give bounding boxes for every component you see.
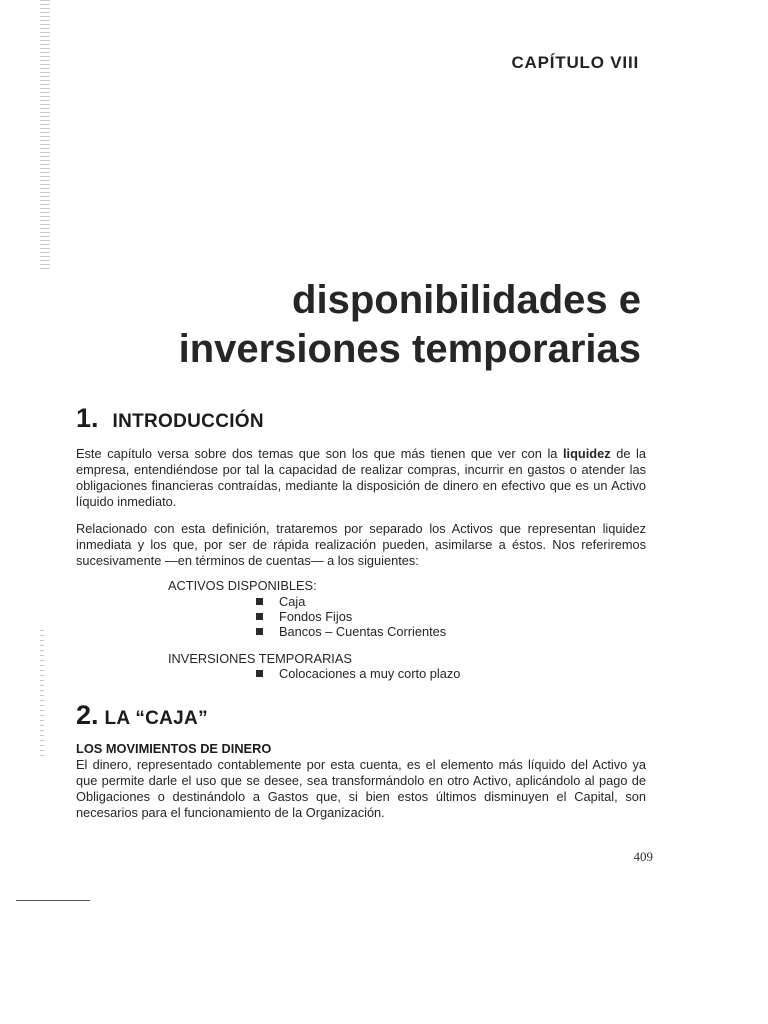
list-item [256, 624, 446, 639]
bold-term-liquidez: liquidez [562, 446, 611, 461]
list-item-text: Caja [279, 594, 306, 609]
chapter-label: CAPÍTULO VIII [511, 53, 639, 72]
list-heading-activos: ACTIVOS DISPONIBLES: [168, 578, 317, 593]
section-heading-introduccion [76, 403, 264, 434]
list-item [256, 609, 446, 624]
list-activos-disponibles [256, 594, 446, 639]
chapter-title-line-2: inversiones temporarias [178, 327, 641, 371]
chapter-title-line-1: disponibilidades e [292, 278, 641, 322]
binding-shadow [40, 0, 50, 270]
square-bullet-icon [256, 670, 263, 677]
binding-shadow-lower [40, 630, 44, 760]
paragraph-text: de la empresa, entendiéndose por tal la capacidad de realizar compras, incurrir en gastos o atender las obligaciones financieras contraídas, mediante la disposición de dinero en efectivo que es un Activo líquido inmediato. [76, 446, 646, 509]
section-title: LA “CAJA” [104, 708, 208, 729]
list-item-text: Fondos Fijos [279, 609, 353, 624]
list-item-text: Colocaciones a muy corto plazo [279, 666, 461, 681]
list-item-text: Bancos – Cuentas Corrientes [279, 624, 447, 639]
paragraph-definition: Relacionado con esta definición, trataremos por separado los Activos que representan liquidez inmediata y los que, por ser de rápida realización pueden, asimilarse a éstos. Nos referiremos sucesivamente —en términos de cuentas— a los siguientes: [76, 521, 646, 568]
chapter-title [179, 276, 641, 374]
list-inversiones-temporarias [256, 666, 460, 681]
section-number: 2. [76, 700, 99, 730]
footnote-rule [16, 900, 90, 901]
square-bullet-icon [256, 613, 263, 620]
list-heading-inversiones: INVERSIONES TEMPORARIAS [168, 651, 352, 666]
list-item [256, 666, 460, 681]
square-bullet-icon [256, 628, 263, 635]
list-item [256, 594, 446, 609]
square-bullet-icon [256, 598, 263, 605]
paragraph-text: Este capítulo versa sobre dos temas que son los que más tienen que ver con la [76, 446, 563, 461]
paragraph-intro [76, 446, 646, 510]
section-number: 1. [76, 403, 99, 433]
section-title: INTRODUCCIÓN [112, 411, 264, 432]
section-heading-caja [76, 700, 208, 731]
paragraph-caja: El dinero, representado contablemente por esta cuenta, es el elemento más líquido del Activo ya que permite darle el uso que se desee, sea transformándolo en otro Activo, aplicándolo al pago de Obligaciones o destinándolo a Gastos que, si bien estos últimos disminuyen el Capital, son necesarios para el funcionamiento de la Organización. [76, 757, 646, 820]
page-number: 409 [633, 849, 653, 864]
subheading-movimientos: LOS MOVIMIENTOS DE DINERO [76, 741, 272, 756]
